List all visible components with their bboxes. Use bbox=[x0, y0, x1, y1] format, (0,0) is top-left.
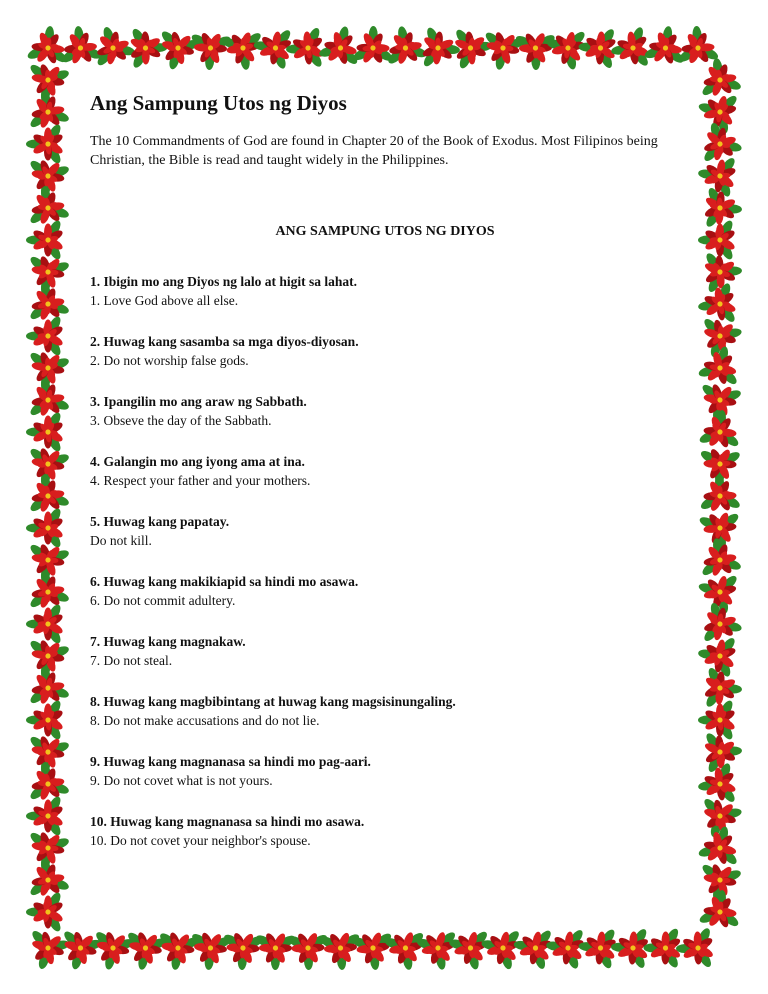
commandment-english: 3. Obseve the day of the Sabbath. bbox=[90, 413, 272, 428]
intro-paragraph: The 10 Commandments of God are found in Chapter 20 of the Book of Exodus. Most Filipinos being Christian, the Bible is read and taught widely in the Philippines. bbox=[90, 134, 658, 168]
poinsettia-icon bbox=[21, 311, 77, 365]
commandment-english: 7. Do not steal. bbox=[90, 653, 173, 668]
commandment-english: 6. Do not commit adultery. bbox=[90, 593, 236, 608]
poinsettia-icon bbox=[285, 26, 326, 71]
list-item bbox=[90, 512, 680, 572]
poinsettia-icon bbox=[26, 411, 64, 454]
commandment-filipino: 1. Ibigin mo ang Diyos ng lalo at higit sa lahat. bbox=[90, 274, 358, 289]
commandment-english: 9. Do not covet what is not yours. bbox=[90, 773, 273, 788]
commandment-english: 2. Do not worship false gods. bbox=[90, 353, 249, 368]
commandment-filipino: 10. Huwag kang magnanasa sa hindi mo asawa. bbox=[90, 814, 365, 829]
commandments-list bbox=[90, 272, 680, 872]
poinsettia-icon bbox=[21, 786, 77, 840]
poinsettia-icon bbox=[21, 210, 77, 264]
commandment-english: Do not kill. bbox=[90, 533, 152, 548]
poinsettia-icon bbox=[478, 28, 527, 74]
commandment-filipino: 3. Ipangilin mo ang araw ng Sabbath. bbox=[90, 394, 307, 409]
poinsettia-icon bbox=[351, 26, 394, 65]
list-item bbox=[90, 572, 680, 632]
poinsettia-icon bbox=[420, 25, 463, 71]
poinsettia-icon bbox=[698, 699, 736, 742]
commandment-filipino: 9. Huwag kang magnanasa sa hindi mo pag-aari. bbox=[90, 754, 371, 769]
list-item bbox=[90, 452, 680, 512]
poinsettia-icon bbox=[23, 855, 72, 900]
poinsettia-icon bbox=[219, 29, 267, 73]
list-item bbox=[90, 752, 680, 812]
commandment-filipino: 7. Huwag kang magnakaw. bbox=[90, 634, 246, 649]
commandment-filipino: 8. Huwag kang magbibintang at huwag kang magsisinungaling. bbox=[90, 694, 456, 709]
poinsettia-icon bbox=[689, 53, 746, 110]
poinsettia-icon bbox=[23, 567, 72, 612]
commandment-filipino: 2. Huwag kang sasamba sa mga diyos-diyosan. bbox=[90, 334, 359, 349]
poinsettia-icon bbox=[21, 599, 77, 653]
list-item bbox=[90, 272, 680, 332]
commandment-filipino: 5. Huwag kang papatay. bbox=[90, 514, 230, 529]
commandment-filipino: 4. Galangin mo ang iyong ama at ina. bbox=[90, 454, 305, 469]
list-item bbox=[90, 812, 680, 872]
list-item bbox=[90, 392, 680, 452]
commandment-english: 4. Respect your father and your mothers. bbox=[90, 473, 311, 488]
poinsettia-icon bbox=[26, 699, 64, 742]
commandment-english: 1. Love God above all else. bbox=[90, 293, 239, 308]
poinsettia-icon bbox=[21, 498, 77, 552]
commandment-english: 10. Do not covet your neighbor's spouse. bbox=[90, 833, 311, 848]
list-item bbox=[90, 632, 680, 692]
poinsettia-icon bbox=[693, 821, 750, 878]
section-heading: ANG SAMPUNG UTOS NG DIYOS bbox=[275, 224, 495, 239]
poinsettia-icon bbox=[26, 123, 64, 166]
poinsettia-icon bbox=[23, 279, 72, 324]
commandment-english: 8. Do not make accusations and do not lie. bbox=[90, 713, 320, 728]
poinsettia-icon bbox=[672, 919, 728, 973]
list-item bbox=[90, 692, 680, 752]
list-item bbox=[90, 332, 680, 392]
poinsettia-icon bbox=[695, 535, 744, 580]
commandment-filipino: 6. Huwag kang makikiapid sa hindi mo asawa. bbox=[90, 574, 359, 589]
page-title: Ang Sampung Utos ng Diyos bbox=[90, 91, 347, 115]
document-body bbox=[90, 90, 680, 872]
